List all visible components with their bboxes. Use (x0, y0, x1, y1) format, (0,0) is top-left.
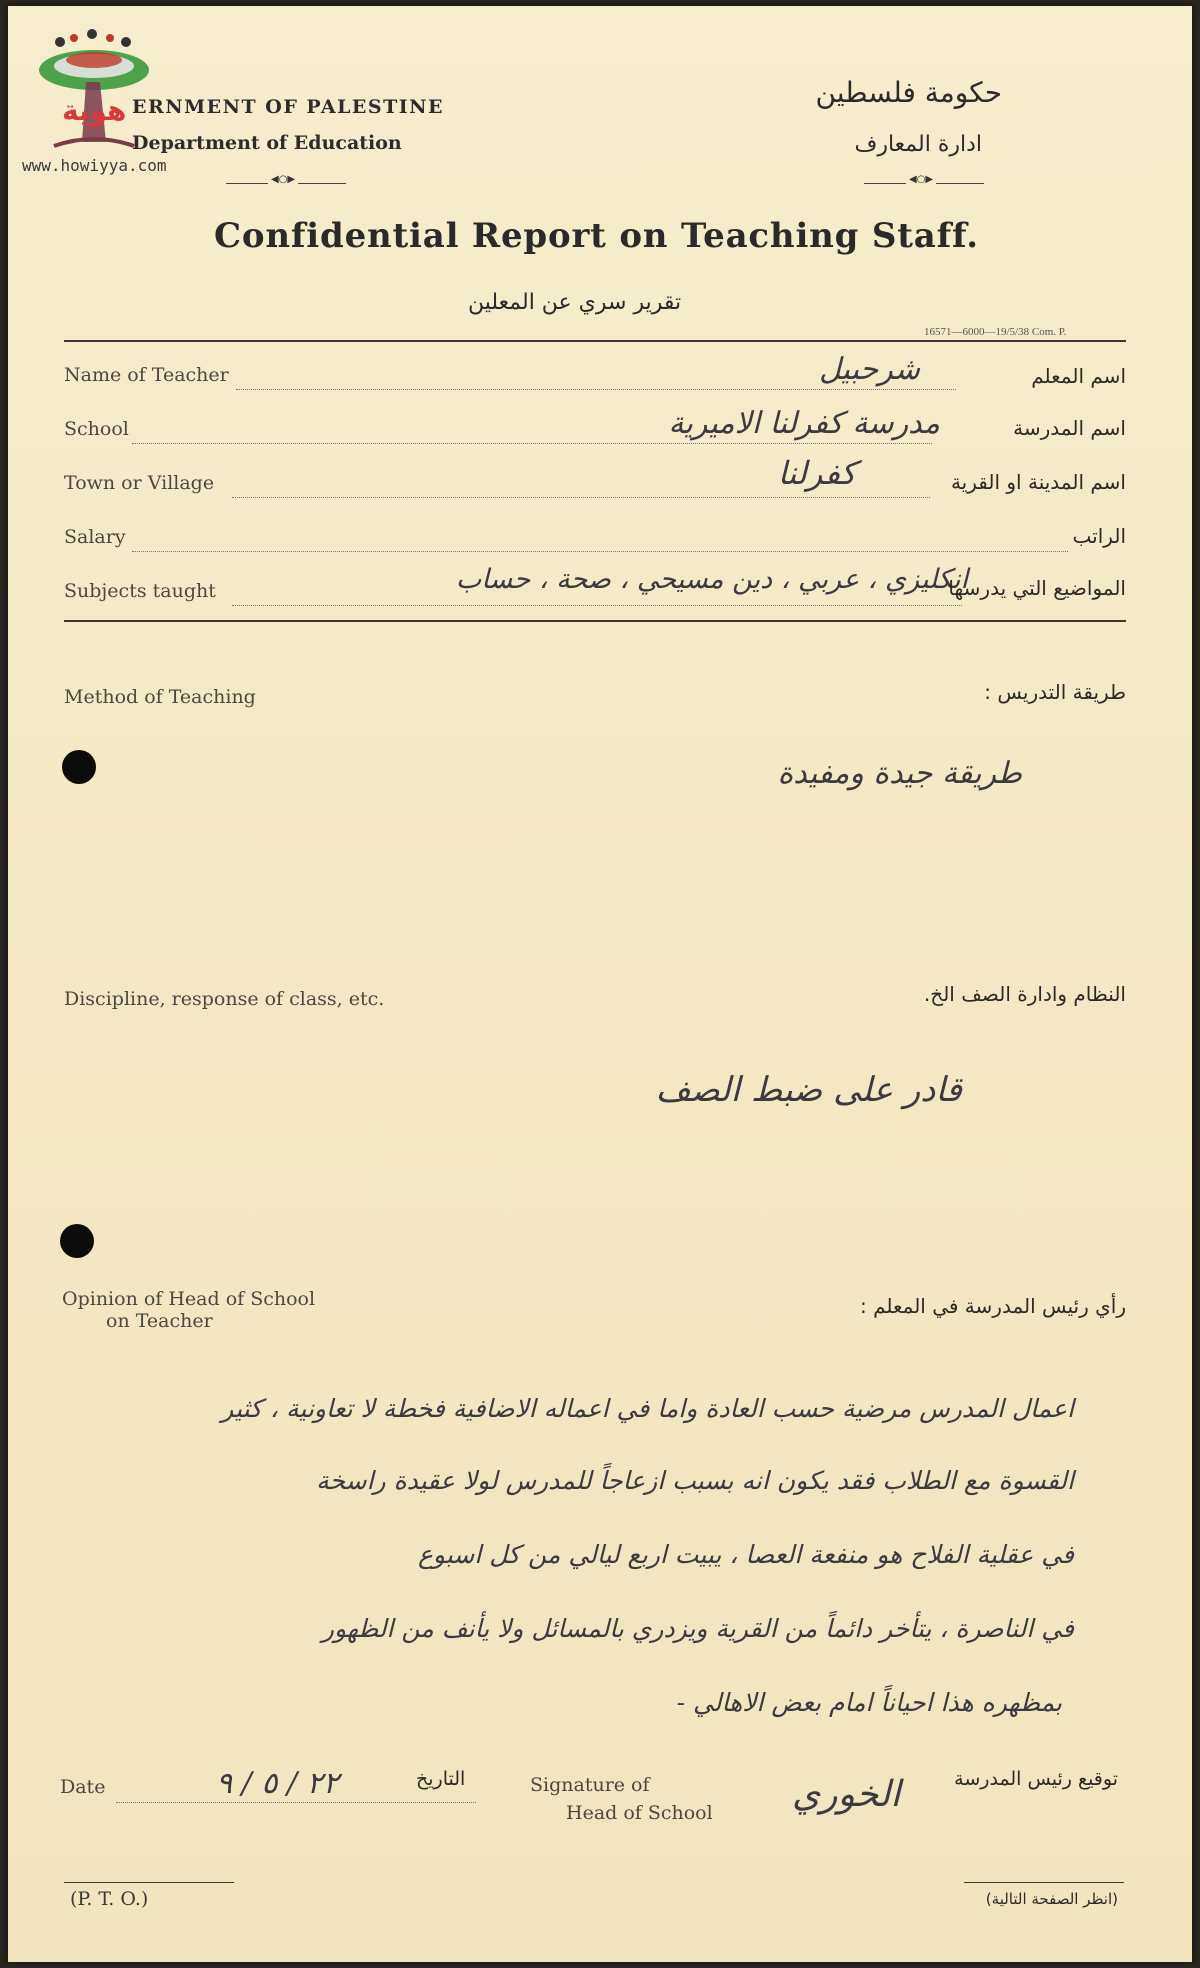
field-value-school: مدرسة كفرلنا الاميرية (668, 406, 940, 441)
field-value-teacher: شرحبيل (818, 352, 920, 387)
header-rule (64, 340, 1126, 342)
report-page (8, 6, 1192, 1962)
field-line-school (132, 443, 932, 444)
discipline-label-en: Discipline, response of class, etc. (64, 988, 385, 1010)
discipline-label-ar: النظام وادارة الصف الخ. (923, 982, 1126, 1006)
footer-rule-right (964, 1882, 1124, 1883)
watermark-arabic-logo-text: هوية (62, 94, 127, 127)
field-line-teacher (236, 389, 956, 390)
field-value-subjects: انكليزي ، عربي ، دين مسيحي ، صحة ، حساب (455, 564, 968, 595)
government-name-ar: حكومة فلسطين (815, 76, 1002, 109)
date-label-ar: التاريخ (416, 1768, 466, 1790)
ornament-left (226, 178, 346, 188)
method-label-ar: طريقة التدريس : (984, 680, 1126, 704)
field-label-subjects-en: Subjects taught (64, 580, 216, 602)
opinion-line: في الناصرة ، يتأخر دائماً من القرية ويزدري بالمسائل ولا يأنف من الظهور (321, 1614, 1074, 1643)
field-value-town: كفرلنا (777, 454, 856, 492)
pto-ar: (انظر الصفحة التالية) (985, 1890, 1118, 1908)
method-label-en: Method of Teaching (64, 686, 256, 708)
ornament-right (864, 178, 984, 188)
field-label-town-ar: اسم المدينة او القرية (950, 470, 1126, 494)
report-title-en: Confidential Report on Teaching Staff. (214, 216, 979, 256)
opinion-line: بمظهره هذا احياناً امام بعض الاهالي - (676, 1688, 1062, 1717)
watermark-site-url: www.howiyya.com (22, 156, 167, 175)
signature-label-line2: Head of School (566, 1802, 713, 1824)
signature-label-ar: توقيع رئيس المدرسة (954, 1768, 1118, 1790)
opinion-line: اعمال المدرس مرضية حسب العادة واما في اعماله الاضافية فخطة لا تعاونية ، كثير (221, 1394, 1074, 1423)
footer-rule-left (64, 1882, 234, 1883)
method-value: طريقة جيدة ومفيدة (777, 756, 1022, 791)
report-title-ar: تقرير سري عن المعلين (468, 290, 682, 315)
field-line-subjects (232, 605, 962, 606)
department-name-ar: ادارة المعارف (854, 132, 982, 157)
date-label-en: Date (60, 1776, 106, 1798)
signature-label-line1: Signature of (530, 1774, 650, 1796)
opinion-line: القسوة مع الطلاب فقد يكون انه بسبب ازعاجاً للمدرس لولا عقيدة راسخة (316, 1466, 1074, 1495)
print-code: 16571—6000—19/5/38 Com. P. (924, 326, 1067, 338)
pto-en: (P. T. O.) (70, 1888, 149, 1910)
signature-handwritten: الخوري (792, 1774, 901, 1815)
field-label-teacher-en: Name of Teacher (64, 364, 229, 386)
punch-hole-top (62, 750, 96, 784)
department-name-en: Department of Education (132, 132, 402, 154)
field-line-salary (132, 551, 1068, 552)
fields-rule (64, 620, 1126, 622)
field-label-subjects-ar: المواضيع التي يدرسها (948, 576, 1126, 600)
opinion-label-ar: رأي رئيس المدرسة في المعلم : (859, 1294, 1126, 1318)
field-label-school-ar: اسم المدرسة (1013, 416, 1126, 440)
date-value: ٢٢ / ٥ / ٩ (216, 1766, 339, 1801)
opinion-label-en-line1: Opinion of Head of School (62, 1288, 316, 1310)
field-label-school-en: School (64, 418, 129, 440)
date-line (116, 1802, 476, 1803)
field-label-salary-en: Salary (64, 526, 126, 548)
opinion-line: في عقلية الفلاح هو منفعة العصا ، يبيت اربع ليالي من كل اسبوع (418, 1540, 1074, 1569)
opinion-label-en-line2: on Teacher (106, 1310, 213, 1332)
field-label-salary-ar: الراتب (1072, 524, 1126, 548)
government-name-en: ERNMENT OF PALESTINE (132, 96, 445, 118)
field-label-teacher-ar: اسم المعلم (1031, 364, 1126, 388)
punch-hole-bottom (60, 1224, 94, 1258)
discipline-value: قادر على ضبط الصف (655, 1070, 962, 1110)
field-label-town-en: Town or Village (64, 472, 215, 494)
field-line-town (232, 497, 930, 498)
